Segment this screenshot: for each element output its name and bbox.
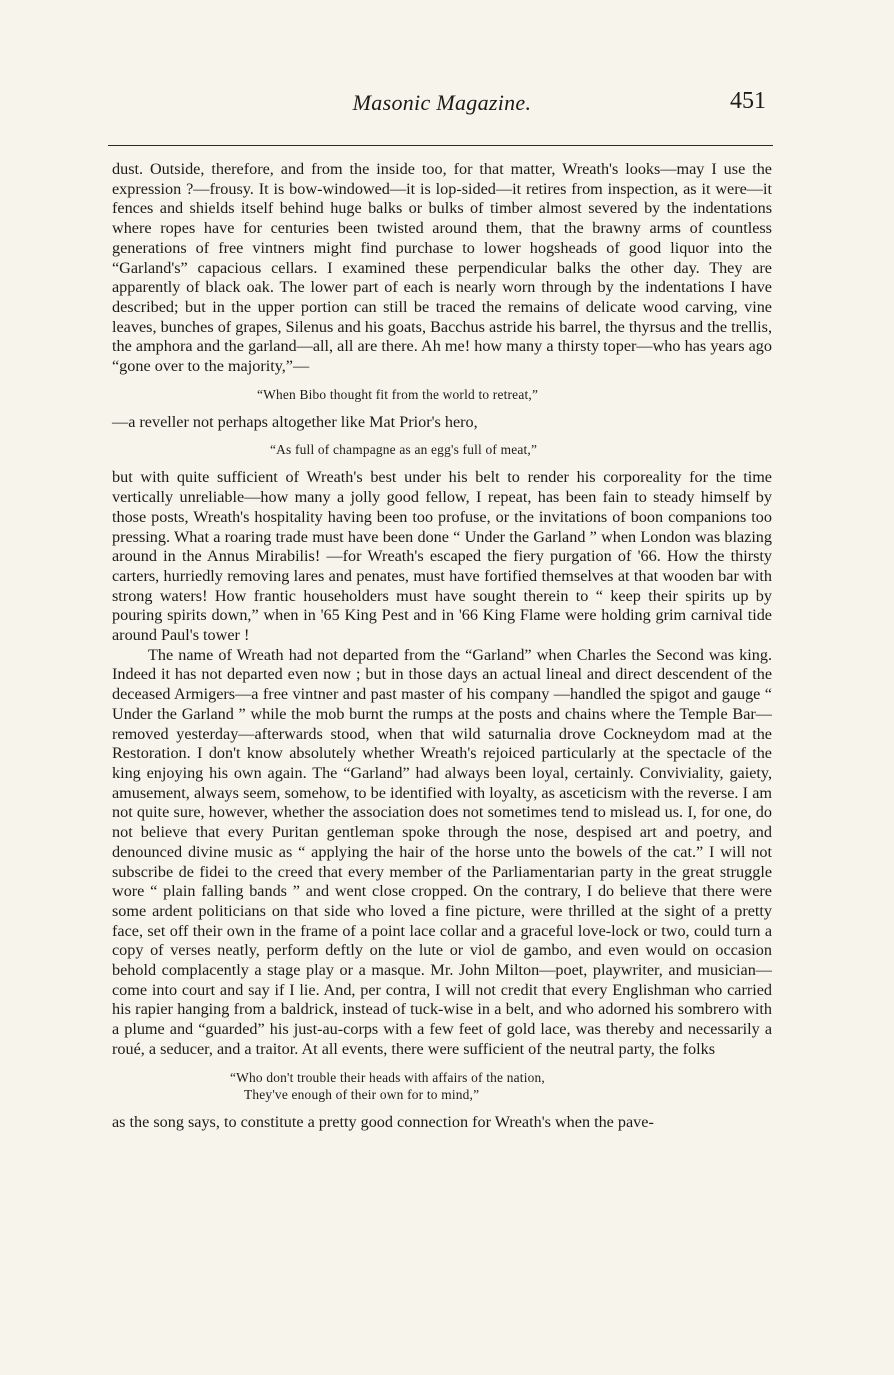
paragraph-4: The name of Wreath had not departed from the “Garland” when Charles the Second was king. Indeed it has not departed even now ; but in those days an actual lineal and direct descendent of the deceased Armigers—a free vintner and past master of his company —handled the spigot and gauge “ Under the Garland ” while the mob burnt the rumps at the posts and chains where the Temple Bar—removed yesterday—afterwards stood, when that wild saturnalia drove Cockneydom mad at the Restoration. I don't know absolutely whether Wreath's rejoiced particularly at the spectacle of the king enjoying his own again. The “Garland” had always been loyal, certainly. Conviviality, gaiety, amusement, always seem, somehow, to be identified with loyalty, as asceticism with the reverse. I am not quite sure, however, whether the association does not sometimes tend to mislead us. I, for one, do not believe that every Puritan gentleman spoke through the nose, despised art and poetry, and denounced divine music as “ applying the hair of the horse unto the bowels of the cat.” I will not subscribe de fidei to the creed that every member of the Parliamentarian party in the great struggle wore “ plain falling bands ” and went close cropped. On the contrary, I do believe that there were some ardent politicians on that side who loved a fine picture, were thrilled at the sight of a pretty face, set off their own in the frame of a point lace collar and a graceful love-lock or two, could turn a copy of verses neatly, perform deftly on the lute or viol de gambo, and even would on occasion behold complacently a stage play or a masque. Mr. John Milton—poet, playwriter, and musician—come into court and say if I lie. And, per contra, I will not credit that every Englishman who carried his rapier hanging from a baldrick, instead of tuck-wise in a belt, and who adorned his sombrero with a plume and “guarded” his just-au-corps with a few feet of gold lace, was thereby and necessarily a roué, a seducer, and a traitor. At all events, there were sufficient of the neutral party, the folks: [112, 645, 772, 1058]
page-number: 451: [730, 88, 766, 114]
paragraph-1: dust. Outside, therefore, and from the inside too, for that matter, Wreath's looks—may I use the expression ?—frousy. It is bow-windowed—it is lop-sided—it retires from inspection, as it were—it fences and shields itself behind huge balks or bulks of timber almost severed by the indentations where ropes have for centuries been twisted around them, that the brawny arms of countless generations of free vintners might find purchase to lower hogsheads of good liquor into the “Garland's” capacious cellars. I examined these perpendicular balks the other day. They are apparently of black oak. The lower part of each is nearly worn through by the indentations I have described; but in the upper portion can still be traced the remains of delicate wood carving, vine leaves, bunches of grapes, Silenus and his goats, Bacchus astride his barrel, the thyrsus and the trellis, the amphora and the garland—all, all are there. Ah me! how many a thirsty toper—who has years ago “gone over to the majority,”—: [112, 160, 772, 376]
verse-quote-2: “As full of champagne as an egg's full of meat,”: [270, 442, 538, 458]
page-header: [112, 90, 772, 126]
article-body: [112, 160, 772, 1132]
running-title: Masonic Magazine.: [352, 90, 532, 115]
verse-quote-3: [112, 1069, 772, 1103]
paragraph-3: but with quite sufficient of Wreath's best under his belt to render his corporeality for the time vertically unreliable—how many a jolly good fellow, I repeat, has been fain to steady himself by those posts, Wreath's hospitality having been too profuse, or the invitations of boon companions too pressing. What a roaring trade must have been done “ Under the Garland ” when London was blazing around in the Annus Mirabilis! —for Wreath's escaped the fiery purgation of '66. How the thirsty carters, hurriedly removing lares and penates, must have fortified themselves at that wooden bar with strong waters! How frantic householders must have sought therein to “ keep their spirits up by pouring spirits down,” when in '65 King Pest and in '66 King Flame were holding grim carnival tide around Paul's tower !: [112, 468, 772, 645]
paragraph-2: —a reveller not perhaps altogether like Mat Prior's hero,: [112, 412, 478, 431]
paragraph-5: as the song says, to constitute a pretty good connection for Wreath's when the pave-: [112, 1112, 654, 1131]
verse-quote-3-line-2: They've enough of their own for to mind,”: [244, 1086, 480, 1102]
verse-quote-1: “When Bibo thought fit from the world to retreat,”: [257, 386, 539, 402]
verse-quote-3-line-1: “Who don't trouble their heads with affairs of the nation,: [230, 1069, 545, 1085]
header-rule: [108, 145, 773, 146]
